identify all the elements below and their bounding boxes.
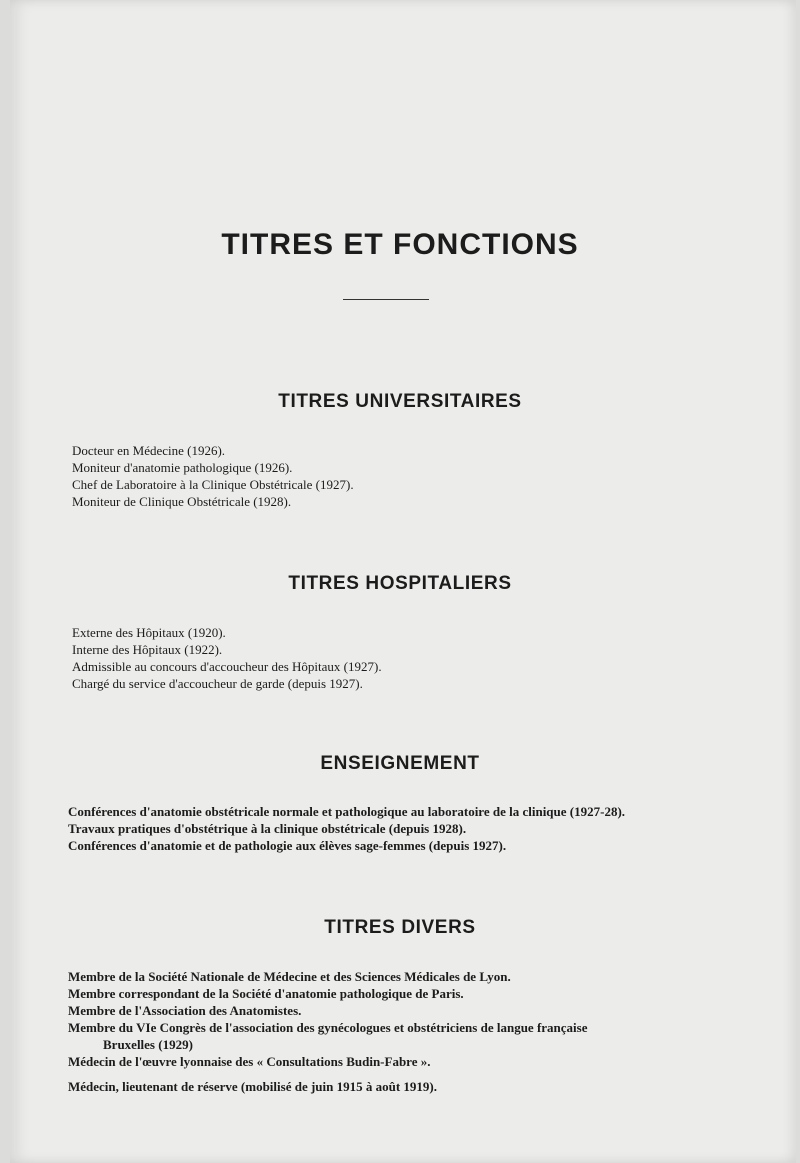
list-item: Médecin de l'œuvre lyonnaise des « Consultations Budin-Fabre ». xyxy=(68,1054,431,1069)
section-list xyxy=(68,968,718,1095)
section-heading: TITRES DIVERS xyxy=(324,917,476,938)
page-title: TITRES ET FONCTIONS xyxy=(221,228,579,261)
list-item: Membre correspondant de la Société d'anatomie pathologique de Paris. xyxy=(68,986,464,1001)
list-item-text: Membre du VIe Congrès de l'association des gynécologues et obstétriciens de langue française xyxy=(68,1020,588,1035)
list-item-continuation: Bruxelles (1929) xyxy=(103,1037,193,1052)
list-item: Externe des Hôpitaux (1920). xyxy=(72,625,226,640)
section-heading: TITRES UNIVERSITAIRES xyxy=(278,391,522,412)
list-item: Chef de Laboratoire à la Clinique Obstétricale (1927). xyxy=(72,477,354,492)
list-item: Membre de l'Association des Anatomistes. xyxy=(68,1003,302,1018)
list-item: Médecin, lieutenant de réserve (mobilisé de juin 1915 à août 1919). xyxy=(68,1079,438,1094)
list-item: Conférences d'anatomie obstétricale normale et pathologique au laboratoire de la clinique (1927-28). xyxy=(68,804,626,819)
list-item: Chargé du service d'accoucheur de garde (depuis 1927). xyxy=(72,676,363,691)
list-item: Moniteur de Clinique Obstétricale (1928). xyxy=(72,494,292,509)
list-item xyxy=(68,1019,718,1053)
section-list xyxy=(72,442,354,510)
list-item: Docteur en Médecine (1926). xyxy=(72,443,226,458)
list-item: Membre de la Société Nationale de Médecine et des Sciences Médicales de Lyon. xyxy=(68,969,511,984)
list-item: Conférences d'anatomie et de pathologie aux élèves sage-femmes (depuis 1927). xyxy=(68,838,507,853)
section-list xyxy=(68,803,625,854)
list-item: Travaux pratiques d'obstétrique à la clinique obstétricale (depuis 1928). xyxy=(68,821,467,836)
section-heading: ENSEIGNEMENT xyxy=(320,753,480,774)
list-item: Moniteur d'anatomie pathologique (1926). xyxy=(72,460,293,475)
section-heading: TITRES HOSPITALIERS xyxy=(288,573,512,594)
list-item: Interne des Hôpitaux (1922). xyxy=(72,642,223,657)
title-divider xyxy=(343,299,429,300)
list-item: Admissible au concours d'accoucheur des Hôpitaux (1927). xyxy=(72,659,382,674)
section-list xyxy=(72,624,382,692)
